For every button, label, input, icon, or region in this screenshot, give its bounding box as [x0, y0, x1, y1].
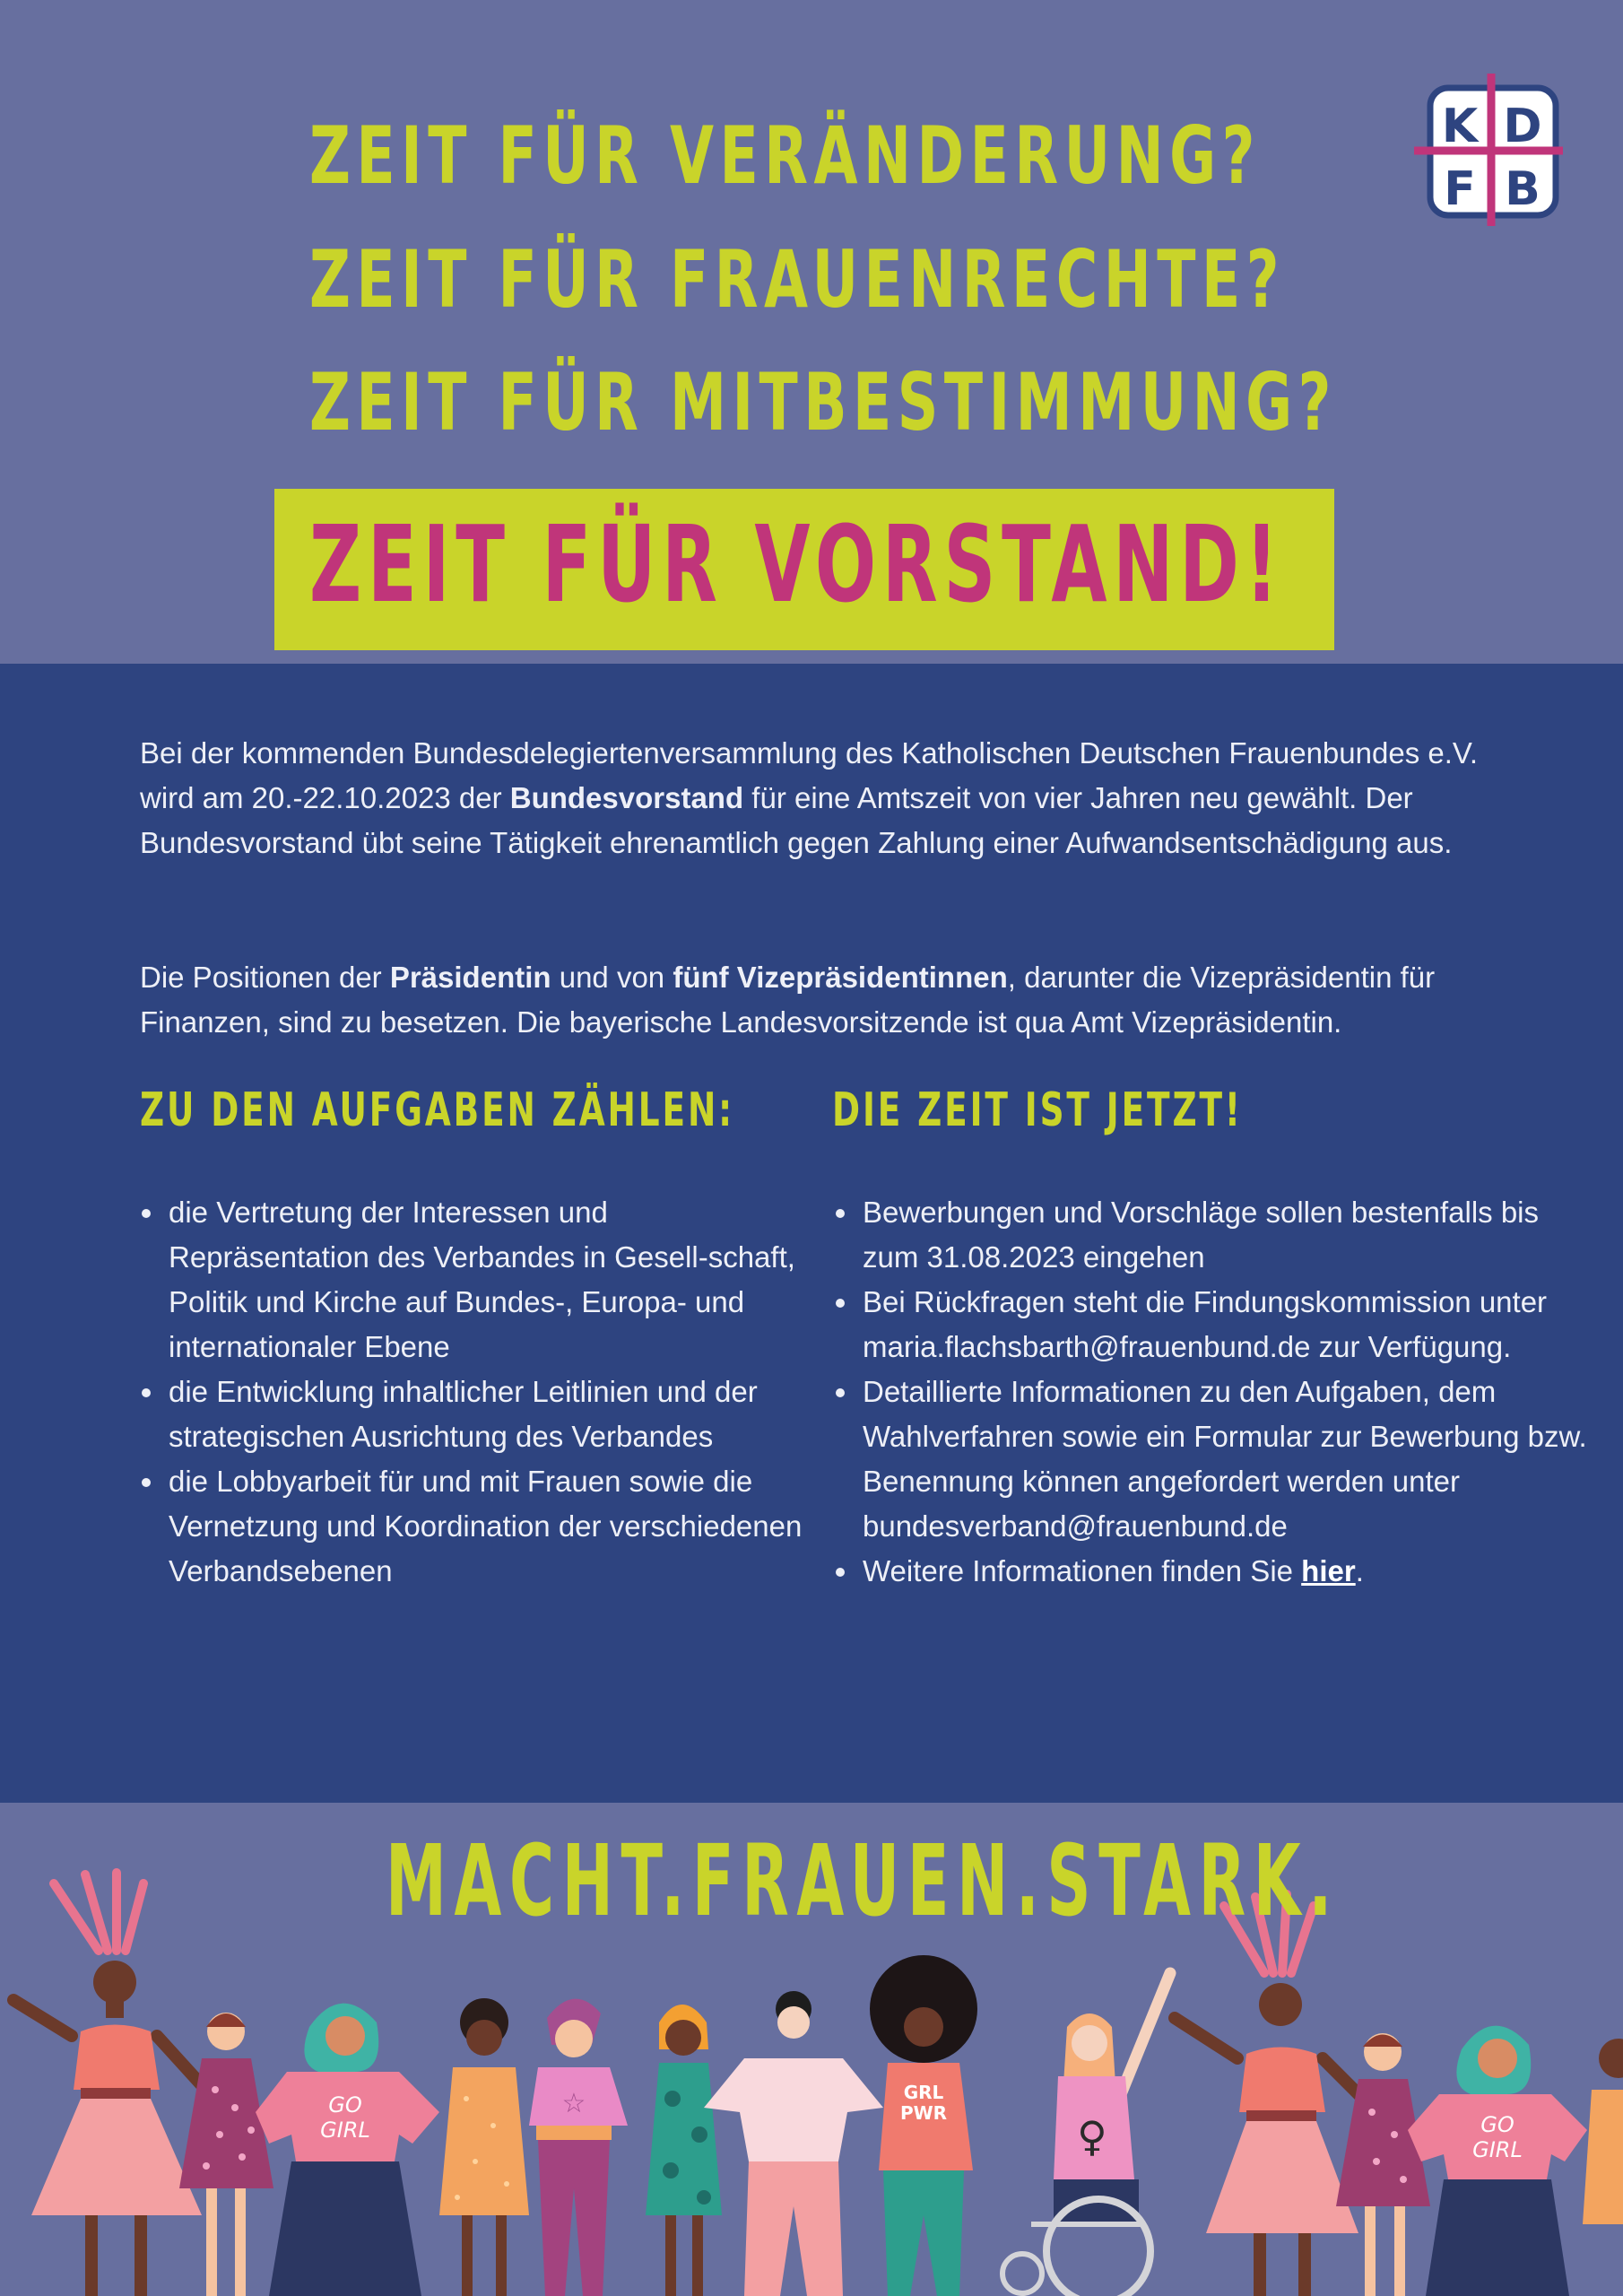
logo-letter-k: K — [1441, 100, 1479, 153]
more-info-link[interactable]: hier — [1301, 1554, 1356, 1587]
info-list — [834, 1190, 1596, 1594]
intro-paragraph-1 — [140, 731, 1539, 865]
intro-p2-bold-2: fünf Vizepräsidentinnen — [673, 961, 1008, 994]
headline-line-2: ZEIT FÜR FRAUENRECHTE? — [309, 233, 1285, 326]
intro-p1-text-b: für eine Amtszeit von vier Jahren neu gewählt. Der Bundesvorstand übt seine Tätigkeit ehrenamtlich gegen Zahlung einer Aufwandsentschädigung aus. — [140, 781, 1453, 859]
intro-p2-text-b: und von — [551, 961, 673, 994]
list-item: Detaillierte Informationen zu den Aufgaben, dem Wahlverfahren sowie ein Formular zur Bewerbung bzw. Benennung können angefordert werden unter bundesverband@frauenbund.de — [834, 1370, 1596, 1549]
intro-p2-text-a: Die Positionen der — [140, 961, 390, 994]
kdfb-logo — [1412, 72, 1565, 229]
shirt-text: ♀ — [1077, 2112, 1107, 2161]
shirt-text: GO — [328, 2092, 362, 2118]
tasks-heading: ZU DEN AUFGABEN ZÄHLEN: — [140, 1083, 735, 1137]
woman-figure — [1175, 1894, 1367, 2296]
intro-p2-bold-1: Präsidentin — [389, 961, 551, 994]
list-item: die Vertretung der Interessen und Repräsentation des Verbandes in Gesell-schaft, Politik und Kirche auf Bundes-, Europa- und internationaler Ebene — [140, 1190, 803, 1370]
slogan: MACHT.FRAUEN.STARK. — [386, 1823, 1340, 1938]
intro-p2-text-c: , darunter die Vizepräsidentin für Finanzen, sind zu besetzen. Die bayerische Landesvorsitzende ist qua Amt Vizepräsidentin. — [140, 961, 1436, 1039]
woman-figure — [704, 1991, 883, 2296]
woman-figure — [13, 1873, 202, 2296]
intro-p1-text-a: Bei der kommenden Bundesdelegiertenversammlung des Katholischen Deutschen Frauenbundes e.V. wird am 20.-22.10.2023 der — [140, 736, 1479, 814]
footer-section — [0, 1803, 1623, 2296]
woman-figure — [1336, 2033, 1430, 2296]
list-item: Bei Rückfragen steht die Findungskommission unter maria.flachsbarth@frauenbund.de zur Verfügung. — [834, 1280, 1596, 1370]
highlight-headline: ZEIT FÜR VORSTAND! — [309, 502, 1285, 626]
woman-figure — [1583, 2039, 1623, 2224]
shirt-text: PWR — [899, 2102, 948, 2124]
woman-figure — [179, 2013, 273, 2296]
shirt-text: GIRL — [1472, 2137, 1523, 2162]
list-item — [834, 1549, 1596, 1594]
woman-figure — [529, 1999, 628, 2296]
list-item: die Lobbyarbeit für und mit Frauen sowie die Vernetzung und Koordination der verschiedenen Verbandsebenen — [140, 1459, 803, 1594]
headline-line-3: ZEIT FÜR MITBESTIMMUNG? — [309, 356, 1337, 448]
shirt-text: GO — [1480, 2112, 1515, 2137]
info-section — [0, 664, 1623, 1803]
shirt-star-icon: ☆ — [561, 2089, 586, 2118]
woman-figure — [646, 2005, 722, 2296]
woman-figure — [1002, 1973, 1170, 2296]
list-item: die Entwicklung inhaltlicher Leitlinien und der strategischen Ausrichtung des Verbandes — [140, 1370, 803, 1459]
intro-p1-bold: Bundesvorstand — [509, 781, 744, 814]
header-section — [0, 0, 1623, 664]
more-info-text: Weitere Informationen finden Sie — [863, 1554, 1302, 1587]
woman-figure — [1408, 2026, 1587, 2296]
shirt-text: GIRL — [320, 2118, 370, 2143]
woman-figure — [870, 1955, 977, 2296]
headline-line-1: ZEIT FÜR VERÄNDERUNG? — [309, 109, 1261, 202]
shirt-text: GRL — [903, 2082, 944, 2103]
woman-figure — [439, 1998, 529, 2296]
woman-figure — [256, 2004, 439, 2296]
intro-paragraph-2 — [140, 955, 1539, 1045]
tasks-list — [140, 1190, 803, 1594]
deadline-heading: DIE ZEIT IST JETZT! — [832, 1083, 1243, 1137]
logo-letter-f: F — [1444, 162, 1476, 216]
list-item: Bewerbungen und Vorschläge sollen bestenfalls bis zum 31.08.2023 eingehen — [834, 1190, 1596, 1280]
logo-letter-b: B — [1505, 162, 1541, 216]
logo-letter-d: D — [1503, 100, 1542, 153]
more-info-suffix: . — [1355, 1554, 1364, 1587]
